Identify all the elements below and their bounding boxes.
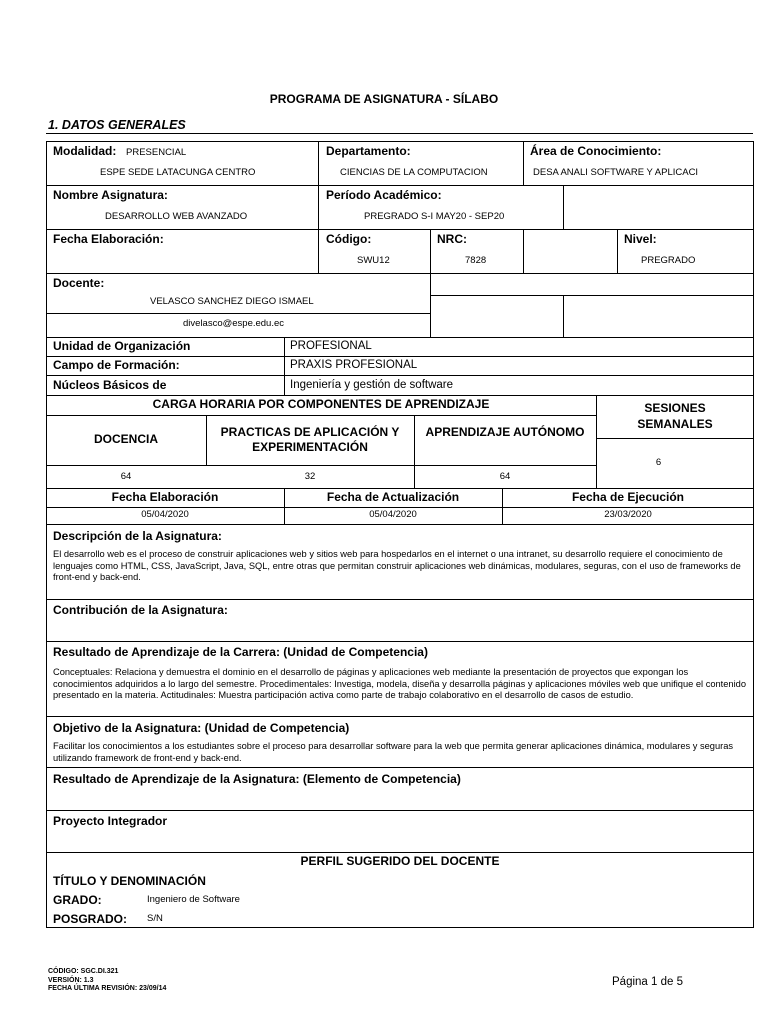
autonomo-value: 64	[499, 471, 511, 482]
footer-codigo: CÓDIGO: SGC.DI.321	[48, 968, 119, 975]
descripcion-label: Descripción de la Asignatura:	[53, 529, 222, 543]
row-line	[46, 507, 754, 508]
row-line	[430, 295, 754, 296]
row-line	[46, 395, 754, 396]
fecha-elaboracion-label: Fecha Elaboración:	[53, 232, 164, 246]
col-line	[523, 141, 524, 185]
unidad-value: PROFESIONAL	[290, 340, 372, 352]
unidad-label: Unidad de Organización	[53, 339, 191, 353]
row-line	[46, 337, 754, 338]
row-line	[46, 852, 754, 853]
col-line	[523, 229, 524, 273]
footer-meta	[48, 968, 166, 994]
posgrado-label: POSGRADO:	[53, 912, 128, 926]
row-line	[46, 488, 754, 489]
objetivo-label: Objetivo de la Asignatura: (Unidad de Competencia)	[53, 721, 350, 735]
contribucion-label: Contribución de la Asignatura:	[53, 603, 228, 617]
objetivo-text: Facilitar los conocimientos a los estudiantes sobre el proceso para desarrollar software para la web que permita generar aplicaciones dinámica, modulares y seguras utilizando framework de front-end y back-end.	[53, 741, 734, 763]
fecha-ejecucion-value: 23/03/2020	[604, 509, 652, 520]
document-title: PROGRAMA DE ASIGNATURA - SÍLABO	[269, 92, 499, 106]
fecha-ejecucion-header: Fecha de Ejecución	[571, 490, 685, 504]
sesiones-value: 6	[655, 457, 662, 468]
resultado-carrera-label: Resultado de Aprendizaje de la Carrera: (Unidad de Competencia)	[53, 645, 428, 659]
semanales-label: SEMANALES	[637, 417, 713, 431]
section-heading: 1. DATOS GENERALES	[48, 118, 186, 132]
fecha-elaboracion-value: 05/04/2020	[141, 509, 189, 520]
campo-label: Campo de Formación:	[53, 358, 180, 372]
practicas-label: PRACTICAS DE APLICACIÓN Y	[220, 425, 400, 439]
row-line	[596, 438, 754, 439]
codigo-value: SWU12	[357, 255, 390, 266]
experimentacion-label: EXPERIMENTACIÓN	[252, 440, 368, 454]
titulo-label: TÍTULO Y DENOMINACIÓN	[53, 874, 206, 888]
area-label: Área de Conocimiento:	[530, 144, 662, 158]
row-line	[46, 641, 754, 642]
descripcion-text: El desarrollo web es el proceso de construir aplicaciones web y sitios web para hospedarlos en el internet o una intranet, su desarrollo requiere el conocimiento de lenguajes como HTML, CSS, JavaScript, Java, SQL, entre otras que permitan construir aplicaciones web dinámicas, modulares, seguras, con el uso de frameworks de front-end y back-end.	[53, 549, 741, 582]
autonomo-label: APRENDIZAJE AUTÓNOMO	[425, 425, 585, 439]
nucleos-value: Ingeniería y gestión de software	[290, 379, 454, 391]
row-line	[46, 375, 754, 376]
col-line	[430, 273, 431, 337]
periodo-value: PREGRADO S-I MAY20 - SEP20	[364, 211, 505, 222]
row-line	[46, 313, 430, 314]
row-line	[46, 356, 754, 357]
row-line	[46, 767, 754, 768]
campo-value: PRAXIS PROFESIONAL	[290, 359, 418, 371]
docente-label: Docente:	[53, 276, 105, 290]
section-rule	[46, 133, 753, 134]
fecha-elaboracion-header: Fecha Elaboración	[111, 490, 219, 504]
nombre-value: DESARROLLO WEB AVANZADO	[105, 211, 248, 222]
carga-horaria-header: CARGA HORARIA POR COMPONENTES DE APRENDIZAJE	[152, 397, 490, 411]
docente-email: divelasco@espe.edu.ec	[183, 318, 285, 329]
modalidad-value: PRESENCIAL	[126, 147, 187, 158]
row-line	[46, 185, 754, 186]
nucleos-label: Núcleos Básicos de	[53, 378, 167, 392]
sesiones-label: SESIONES	[644, 401, 706, 415]
nrc-value: 7828	[465, 255, 487, 266]
codigo-label: Código:	[326, 232, 372, 246]
col-line	[563, 185, 564, 229]
col-line	[617, 229, 618, 273]
departamento-value: CIENCIAS DE LA COMPUTACION	[340, 167, 488, 178]
grado-label: GRADO:	[53, 893, 102, 907]
sede-value: ESPE SEDE LATACUNGA CENTRO	[100, 167, 256, 178]
row-line	[46, 810, 754, 811]
page-number: Página 1 de 5	[612, 976, 683, 988]
proyecto-label: Proyecto Integrador	[53, 814, 168, 828]
resultado-asignatura-label: Resultado de Aprendizaje de la Asignatura: (Elemento de Competencia)	[53, 772, 461, 786]
area-value: DESA ANALI SOFTWARE Y APLICACI	[533, 167, 699, 178]
footer-version: VERSIÓN: 1.3	[48, 976, 94, 984]
grado-value: Ingeniero de Software	[147, 894, 240, 905]
col-line	[284, 337, 285, 395]
nombre-label: Nombre Asignatura:	[53, 188, 168, 202]
docencia-value: 64	[120, 471, 132, 482]
row-line	[46, 465, 596, 466]
departamento-label: Departamento:	[326, 144, 411, 158]
row-line	[46, 599, 754, 600]
row-line	[46, 415, 596, 416]
periodo-label: Período Académico:	[326, 188, 442, 202]
row-line	[46, 716, 754, 717]
col-line	[318, 141, 319, 273]
fecha-actualizacion-value: 05/04/2020	[369, 509, 417, 520]
fecha-actualizacion-header: Fecha de Actualización	[326, 490, 460, 504]
nrc-label: NRC:	[437, 232, 467, 246]
nivel-label: Nivel:	[624, 232, 657, 246]
row-line	[46, 229, 754, 230]
practicas-value: 32	[304, 471, 316, 482]
resultado-carrera-text: Conceptuales: Relaciona y demuestra el dominio en el desarrollo de páginas y aplicaciones web mediante la presentación de proyectos que expongan los conocimientos adquiridos a lo largo del semestre. Procedimentales: Investiga, modela, diseña y desarrolla páginas y aplicaciones móviles web que unifique el contenido presentado en la materia. Actitudinales: Muestra participación activa como parte de trabajo colaborativo en el desarrollo de casos de estudio.	[53, 667, 747, 700]
docente-name: VELASCO SANCHEZ DIEGO ISMAEL	[150, 296, 314, 307]
row-line	[46, 273, 754, 274]
col-line	[430, 229, 431, 273]
row-line	[46, 524, 754, 525]
col-line	[563, 295, 564, 337]
nivel-value: PREGRADO	[641, 255, 696, 266]
col-line	[206, 415, 207, 465]
perfil-header: PERFIL SUGERIDO DEL DOCENTE	[300, 854, 500, 868]
modalidad-label: Modalidad:	[53, 144, 117, 158]
docencia-label: DOCENCIA	[93, 432, 158, 446]
footer-fecha: FECHA ÚLTIMA REVISIÓN: 23/09/14	[48, 985, 167, 992]
posgrado-value: S/N	[147, 913, 163, 924]
